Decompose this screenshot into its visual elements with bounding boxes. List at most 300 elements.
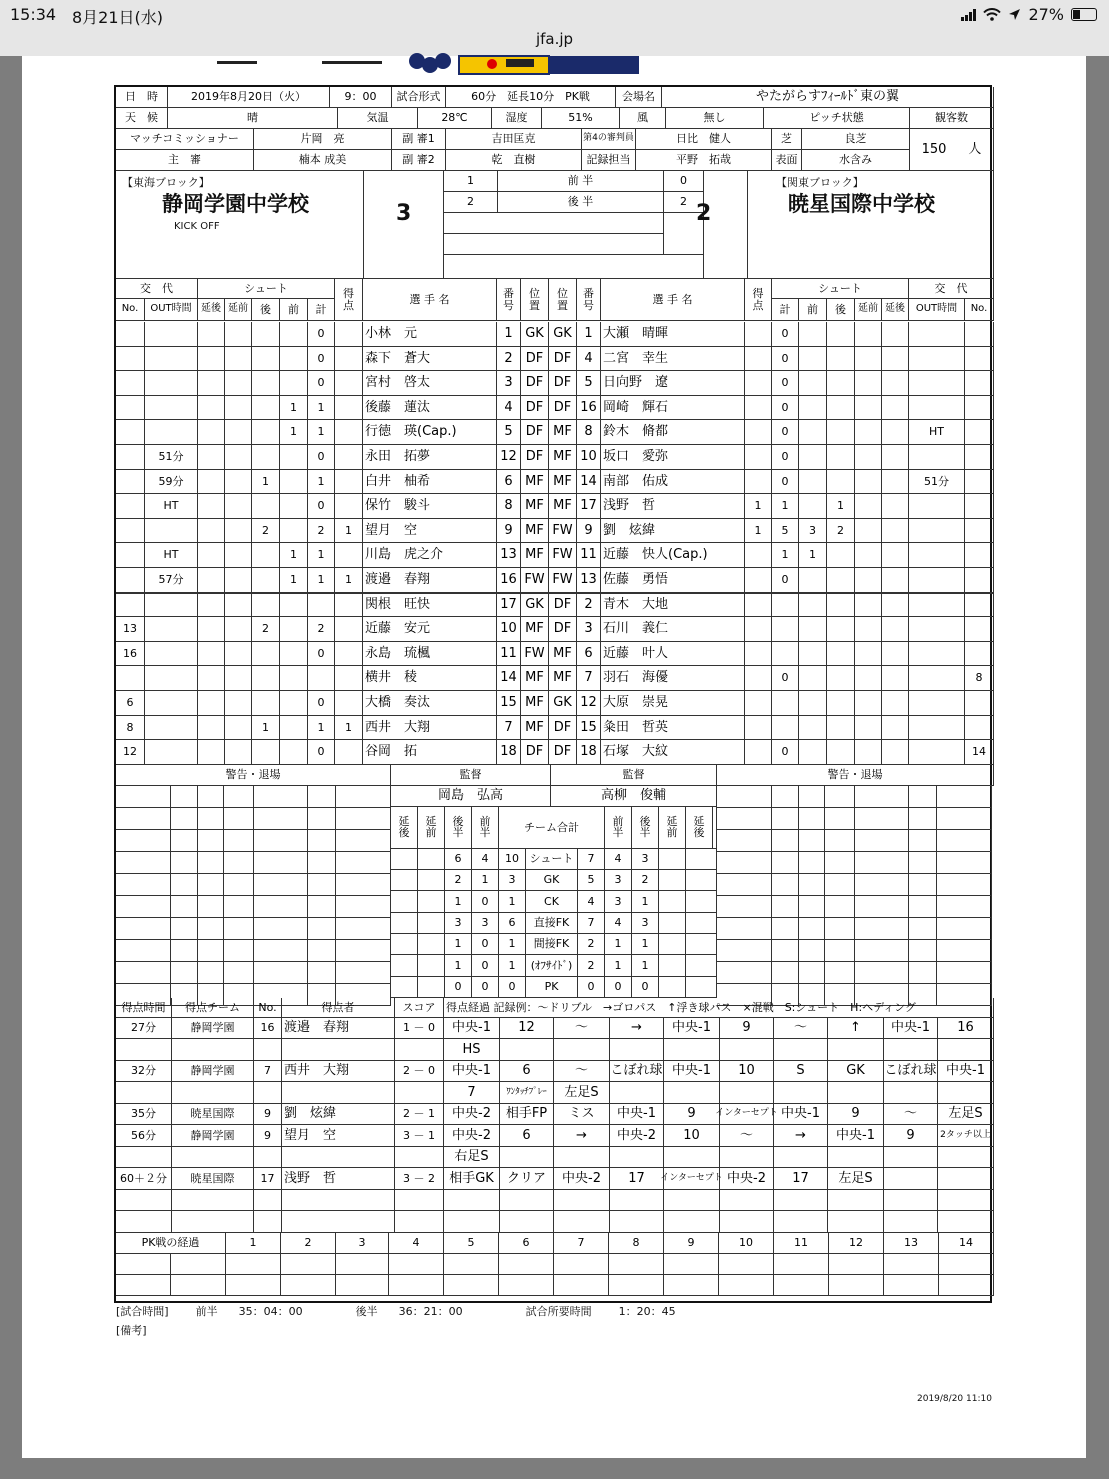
caution-cell	[717, 808, 772, 830]
sub-number: 14	[965, 740, 994, 765]
away-stat-total: 2	[578, 934, 605, 955]
caution-cell	[855, 918, 909, 940]
goal-time: 27分	[116, 1018, 172, 1040]
out-time	[909, 716, 965, 741]
document-page	[22, 56, 1086, 1458]
extra-row	[444, 213, 664, 234]
caution-cell	[254, 874, 308, 896]
shots-second-half	[827, 445, 855, 470]
goal-play-step	[938, 1082, 994, 1104]
player-position: GK	[521, 322, 549, 347]
shots-extra1	[855, 568, 882, 593]
player-position: DF	[549, 740, 577, 765]
out-time	[145, 666, 198, 691]
caution-cell	[937, 786, 992, 808]
caution-cell	[116, 940, 171, 962]
turf: 良芝	[802, 129, 910, 150]
sub-number: 12	[116, 740, 145, 765]
out-time	[909, 396, 965, 421]
caution-cell	[909, 786, 937, 808]
sub-number	[116, 519, 145, 544]
shots-extra1	[225, 642, 252, 667]
shots-total: 1	[308, 716, 335, 741]
shots-extra1	[225, 666, 252, 691]
shots-total: 0	[772, 740, 799, 765]
player-number: 12	[577, 691, 601, 716]
shots-total: 0	[308, 371, 335, 396]
caution-cell	[717, 874, 772, 896]
shots-extra1	[855, 371, 882, 396]
blank	[395, 1082, 444, 1104]
goals	[335, 322, 363, 347]
caution-cell	[717, 852, 772, 874]
caution-cell	[799, 786, 825, 808]
goal-play-step	[500, 1147, 554, 1169]
blank	[254, 1211, 282, 1233]
player-position: MF	[521, 617, 549, 642]
caution-cell	[171, 874, 198, 896]
caution-cell	[336, 874, 391, 896]
shots-second-half: 2	[252, 617, 280, 642]
player-name: 鈴木 脩都	[601, 420, 745, 445]
player-name: 岡崎 輝石	[601, 396, 745, 421]
caution-cell	[254, 940, 308, 962]
player-name: 近藤 快人(Cap.)	[601, 543, 745, 568]
player-number: 9	[497, 519, 521, 544]
goal-player-number: 16	[254, 1018, 282, 1040]
caution-cell	[855, 896, 909, 918]
goals	[745, 691, 772, 716]
shots-first-half	[799, 716, 827, 741]
caution-cell	[717, 830, 772, 852]
goal-play-step: →	[554, 1125, 610, 1147]
shots-second-half	[252, 666, 280, 691]
shots-first-half	[799, 593, 827, 618]
caution-cell	[772, 874, 799, 896]
home-first-half: 1	[444, 171, 498, 192]
caution-cell	[254, 962, 308, 984]
shots-second-half	[827, 543, 855, 568]
shots-extra2	[882, 666, 909, 691]
out-time: HT	[145, 494, 198, 519]
away-stat-second-half: 0	[632, 977, 659, 998]
sub-number	[116, 494, 145, 519]
label-assistant2: 副 審2	[392, 150, 446, 171]
player-number: 6	[497, 470, 521, 495]
pk-kick-number: 13	[884, 1233, 939, 1254]
player-position: GK	[549, 322, 577, 347]
shots-extra2	[882, 470, 909, 495]
player-number: 14	[497, 666, 521, 691]
goal-play-step: GK	[828, 1061, 884, 1083]
goal-team: 静岡学園	[172, 1018, 254, 1040]
caution-cell	[772, 918, 799, 940]
goal-play-step: 2タッチ以上	[938, 1125, 994, 1147]
shots-extra2	[882, 642, 909, 667]
player-number: 17	[497, 593, 521, 618]
goal-play-step: クリア	[500, 1168, 554, 1190]
shots-first-half	[280, 617, 308, 642]
player-position: DF	[521, 445, 549, 470]
footer-notes: [備考]	[116, 1324, 147, 1337]
duration-label: [試合時間]	[116, 1305, 169, 1318]
shots-extra1	[855, 396, 882, 421]
caution-cell	[825, 830, 855, 852]
shots-total: 0	[772, 371, 799, 396]
header-col: OUT時間	[145, 299, 198, 321]
shots-extra1	[855, 543, 882, 568]
goals	[335, 371, 363, 396]
goals	[745, 371, 772, 396]
shots-extra1	[225, 322, 252, 347]
shots-extra2	[198, 617, 225, 642]
blank	[774, 1275, 829, 1296]
blank	[884, 1211, 938, 1233]
shots-second-half: 1	[252, 470, 280, 495]
goal-time: 60＋２分	[116, 1168, 172, 1190]
player-name: 大橋 奏汰	[363, 691, 497, 716]
player-name: 谷岡 拓	[363, 740, 497, 765]
player-name: 石川 義仁	[601, 617, 745, 642]
blank	[500, 1211, 554, 1233]
blank	[282, 1039, 395, 1061]
away-stat-second-half: 1	[632, 891, 659, 912]
player-number: 10	[497, 617, 521, 642]
shots-first-half	[280, 347, 308, 372]
header-goal-no: No.	[254, 998, 282, 1018]
shots-second-half: 1	[827, 494, 855, 519]
stat-label: シュート	[526, 849, 578, 870]
blank	[116, 1190, 172, 1212]
shots-total: 1	[308, 420, 335, 445]
caution-cell	[336, 808, 391, 830]
kickoff-marker: KICK OFF	[174, 221, 220, 232]
player-name: 日向野 遼	[601, 371, 745, 396]
goal-score: 2 － 0	[395, 1061, 444, 1083]
goal-scorer: 望月 空	[282, 1125, 395, 1147]
caution-cell	[116, 896, 171, 918]
goal-play-step: インターセプト	[720, 1104, 774, 1126]
player-name: 横井 稜	[363, 666, 497, 691]
goal-play-step: ～	[774, 1018, 828, 1040]
stat-extra2	[686, 870, 717, 891]
header-col: 前	[799, 299, 827, 321]
goals	[335, 396, 363, 421]
caution-cell	[224, 830, 254, 852]
goals	[335, 543, 363, 568]
home-stat-total: 1	[499, 891, 526, 912]
sub-number: 13	[116, 617, 145, 642]
label-crowd: 観客数	[910, 108, 994, 129]
away-stat-first-half: 3	[605, 891, 632, 912]
out-time	[909, 543, 965, 568]
goal-play-step: 中央-2	[610, 1125, 664, 1147]
label-venue: 会場名	[616, 87, 662, 108]
goal-play-step: 中央-2	[444, 1125, 500, 1147]
sub-number	[116, 470, 145, 495]
caution-cell	[254, 918, 308, 940]
caution-cell	[254, 896, 308, 918]
caution-cell	[855, 830, 909, 852]
player-position: FW	[549, 543, 577, 568]
blank	[389, 1254, 444, 1275]
caution-cell	[171, 896, 198, 918]
blank	[336, 1275, 389, 1296]
shots-total: 0	[772, 347, 799, 372]
goal-play-step: 6	[500, 1125, 554, 1147]
stat-extra1	[418, 891, 445, 912]
caution-cell	[855, 940, 909, 962]
player-position: MF	[521, 470, 549, 495]
away-stat-first-half: 1	[605, 955, 632, 976]
goal-play-step: 中央-1	[610, 1104, 664, 1126]
shots-second-half	[827, 322, 855, 347]
player-name: 二宮 幸生	[601, 347, 745, 372]
blank	[664, 1211, 720, 1233]
goal-play-step: 左足S	[554, 1082, 610, 1104]
home-stat-first-half: 1	[472, 870, 499, 891]
player-position: FW	[549, 519, 577, 544]
caution-cell	[909, 896, 937, 918]
shots-first-half	[280, 740, 308, 765]
sub-number	[965, 322, 994, 347]
caution-cell	[799, 940, 825, 962]
goal-play-step	[828, 1147, 884, 1169]
stat-extra2	[686, 977, 717, 998]
caution-cell	[717, 940, 772, 962]
crowd-unit: 人	[968, 141, 982, 157]
shots-second-half	[252, 347, 280, 372]
player-name: 大原 崇晃	[601, 691, 745, 716]
blank	[884, 1254, 939, 1275]
match-format: 60分 延長10分 PK戦	[446, 87, 616, 108]
away-stat-first-half: 3	[605, 870, 632, 891]
extra-row	[444, 234, 664, 255]
shots-extra2	[882, 396, 909, 421]
player-position: DF	[549, 716, 577, 741]
away-stat-first-half: 4	[605, 913, 632, 934]
caution-cell	[799, 896, 825, 918]
match-report-table	[114, 85, 992, 1303]
shots-first-half: 1	[280, 420, 308, 445]
goals	[335, 666, 363, 691]
shots-extra2	[198, 445, 225, 470]
blank	[829, 1275, 884, 1296]
sub-number	[965, 445, 994, 470]
sub-number	[965, 371, 994, 396]
stat-extra2	[686, 955, 717, 976]
blank	[282, 1082, 395, 1104]
stat-extra1	[418, 955, 445, 976]
caution-cell	[825, 918, 855, 940]
player-name: 関根 旺快	[363, 593, 497, 618]
sub-number	[116, 445, 145, 470]
goal-play-step: 9	[664, 1104, 720, 1126]
shots-extra1	[225, 445, 252, 470]
shots-total	[772, 642, 799, 667]
goals: 1	[335, 519, 363, 544]
blank	[395, 1190, 444, 1212]
pk-kick-number: 9	[664, 1233, 719, 1254]
blank	[829, 1254, 884, 1275]
blank	[500, 1190, 554, 1212]
player-name: 浅野 哲	[601, 494, 745, 519]
shots-second-half	[827, 642, 855, 667]
away-second-half: 2	[664, 192, 704, 213]
battery-icon	[1071, 8, 1097, 21]
label-fourth-official: 第4の審判員	[582, 129, 636, 150]
wifi-icon	[983, 8, 1001, 21]
shots-extra2	[198, 470, 225, 495]
shots-second-half	[827, 420, 855, 445]
goal-play-step: 7	[444, 1082, 500, 1104]
caution-cell	[799, 808, 825, 830]
goal-play-step: 左足S	[828, 1168, 884, 1190]
shots-extra2	[198, 716, 225, 741]
blank	[609, 1275, 664, 1296]
blank	[720, 1211, 774, 1233]
caution-cell	[799, 874, 825, 896]
shots-second-half	[827, 568, 855, 593]
out-time	[145, 519, 198, 544]
away-score: 2	[696, 201, 712, 226]
goals	[745, 396, 772, 421]
player-number: 15	[577, 716, 601, 741]
blank	[254, 1082, 282, 1104]
caution-cell	[825, 962, 855, 984]
sub-number	[116, 371, 145, 396]
player-position: DF	[549, 371, 577, 396]
goals	[335, 420, 363, 445]
player-number: 13	[497, 543, 521, 568]
header-col: 番号	[497, 279, 521, 321]
caution-cell	[224, 962, 254, 984]
shots-extra1	[855, 470, 882, 495]
player-position: MF	[549, 470, 577, 495]
blank	[664, 1254, 719, 1275]
caution-cell	[937, 874, 992, 896]
shots-first-half	[799, 322, 827, 347]
shots-first-half: 1	[280, 396, 308, 421]
caution-cell	[336, 786, 391, 808]
shots-second-half	[252, 371, 280, 396]
player-name: 後藤 蓮汰	[363, 396, 497, 421]
shots-second-half	[252, 568, 280, 593]
out-time	[145, 740, 198, 765]
caution-cell	[308, 808, 336, 830]
header-col: 計	[308, 299, 335, 321]
stat-extra2	[686, 891, 717, 912]
shots-first-half	[799, 371, 827, 396]
goal-play-step	[774, 1082, 828, 1104]
caution-cell	[224, 808, 254, 830]
caution-cell	[224, 852, 254, 874]
stat-col-header: 延前	[418, 807, 445, 849]
label-temp: 気温	[338, 108, 418, 129]
shots-second-half	[252, 740, 280, 765]
goal-play-step	[610, 1147, 664, 1169]
blank	[884, 1275, 939, 1296]
page-url[interactable]: jfa.jp	[535, 30, 574, 48]
away-stat-total: 2	[578, 955, 605, 976]
goal-play-step: 中央-1	[444, 1018, 500, 1040]
shots-extra2	[198, 666, 225, 691]
player-number: 5	[577, 371, 601, 396]
sub-number	[965, 543, 994, 568]
caution-cell	[254, 786, 308, 808]
stat-extra2	[686, 934, 717, 955]
home-stat-second-half: 2	[445, 870, 472, 891]
away-stat-second-half: 2	[632, 870, 659, 891]
blank	[774, 1190, 828, 1212]
home-team-name: 静岡学園中学校	[162, 192, 309, 216]
goals	[335, 593, 363, 618]
shots-total	[308, 666, 335, 691]
player-number: 18	[577, 740, 601, 765]
sub-number	[116, 322, 145, 347]
goals	[335, 691, 363, 716]
sub-number	[965, 617, 994, 642]
stat-extra2	[391, 934, 418, 955]
shots-first-half	[799, 396, 827, 421]
stat-extra1	[659, 891, 686, 912]
header-col: 延前	[225, 299, 252, 321]
goal-play-step	[554, 1039, 610, 1061]
player-name: 渡邉 春翔	[363, 568, 497, 593]
shots-extra2	[198, 322, 225, 347]
assistant-referee-2: 乾 直樹	[446, 150, 582, 171]
total-duration-label: 試合所要時間	[525, 1305, 592, 1318]
shots-first-half	[280, 519, 308, 544]
player-position: MF	[549, 494, 577, 519]
stat-label: PK	[526, 977, 578, 998]
sub-number	[116, 420, 145, 445]
shots-total: 1	[772, 543, 799, 568]
goals	[745, 593, 772, 618]
shots-extra1	[855, 494, 882, 519]
shots-total: 0	[772, 445, 799, 470]
out-time	[145, 322, 198, 347]
sub-number: 8	[965, 666, 994, 691]
pk-kick-number: 5	[444, 1233, 499, 1254]
shots-total: 2	[308, 519, 335, 544]
out-time	[909, 642, 965, 667]
goal-play-step: 左足S	[938, 1104, 994, 1126]
header-shots: シュート	[772, 279, 909, 299]
blank	[444, 1254, 499, 1275]
goal-score: 3 － 2	[395, 1168, 444, 1190]
label-weather: 天 候	[116, 108, 168, 129]
second-half-label: 後 半	[498, 192, 664, 213]
out-time	[145, 642, 198, 667]
goal-play-step	[774, 1147, 828, 1169]
player-position: FW	[521, 642, 549, 667]
goal-play-step: →	[610, 1018, 664, 1040]
caution-cell	[198, 786, 224, 808]
away-stat-total: 7	[578, 849, 605, 870]
blank	[938, 1190, 994, 1212]
caution-cell	[116, 830, 171, 852]
caution-cell	[116, 874, 171, 896]
label-recorder: 記録担当	[582, 150, 636, 171]
player-position: MF	[549, 445, 577, 470]
out-time: HT	[909, 420, 965, 445]
player-name: 劉 炫緯	[601, 519, 745, 544]
shots-first-half: 1	[280, 568, 308, 593]
header-col: No.	[116, 299, 145, 321]
out-time	[909, 691, 965, 716]
header-col: 選 手 名	[601, 279, 745, 321]
